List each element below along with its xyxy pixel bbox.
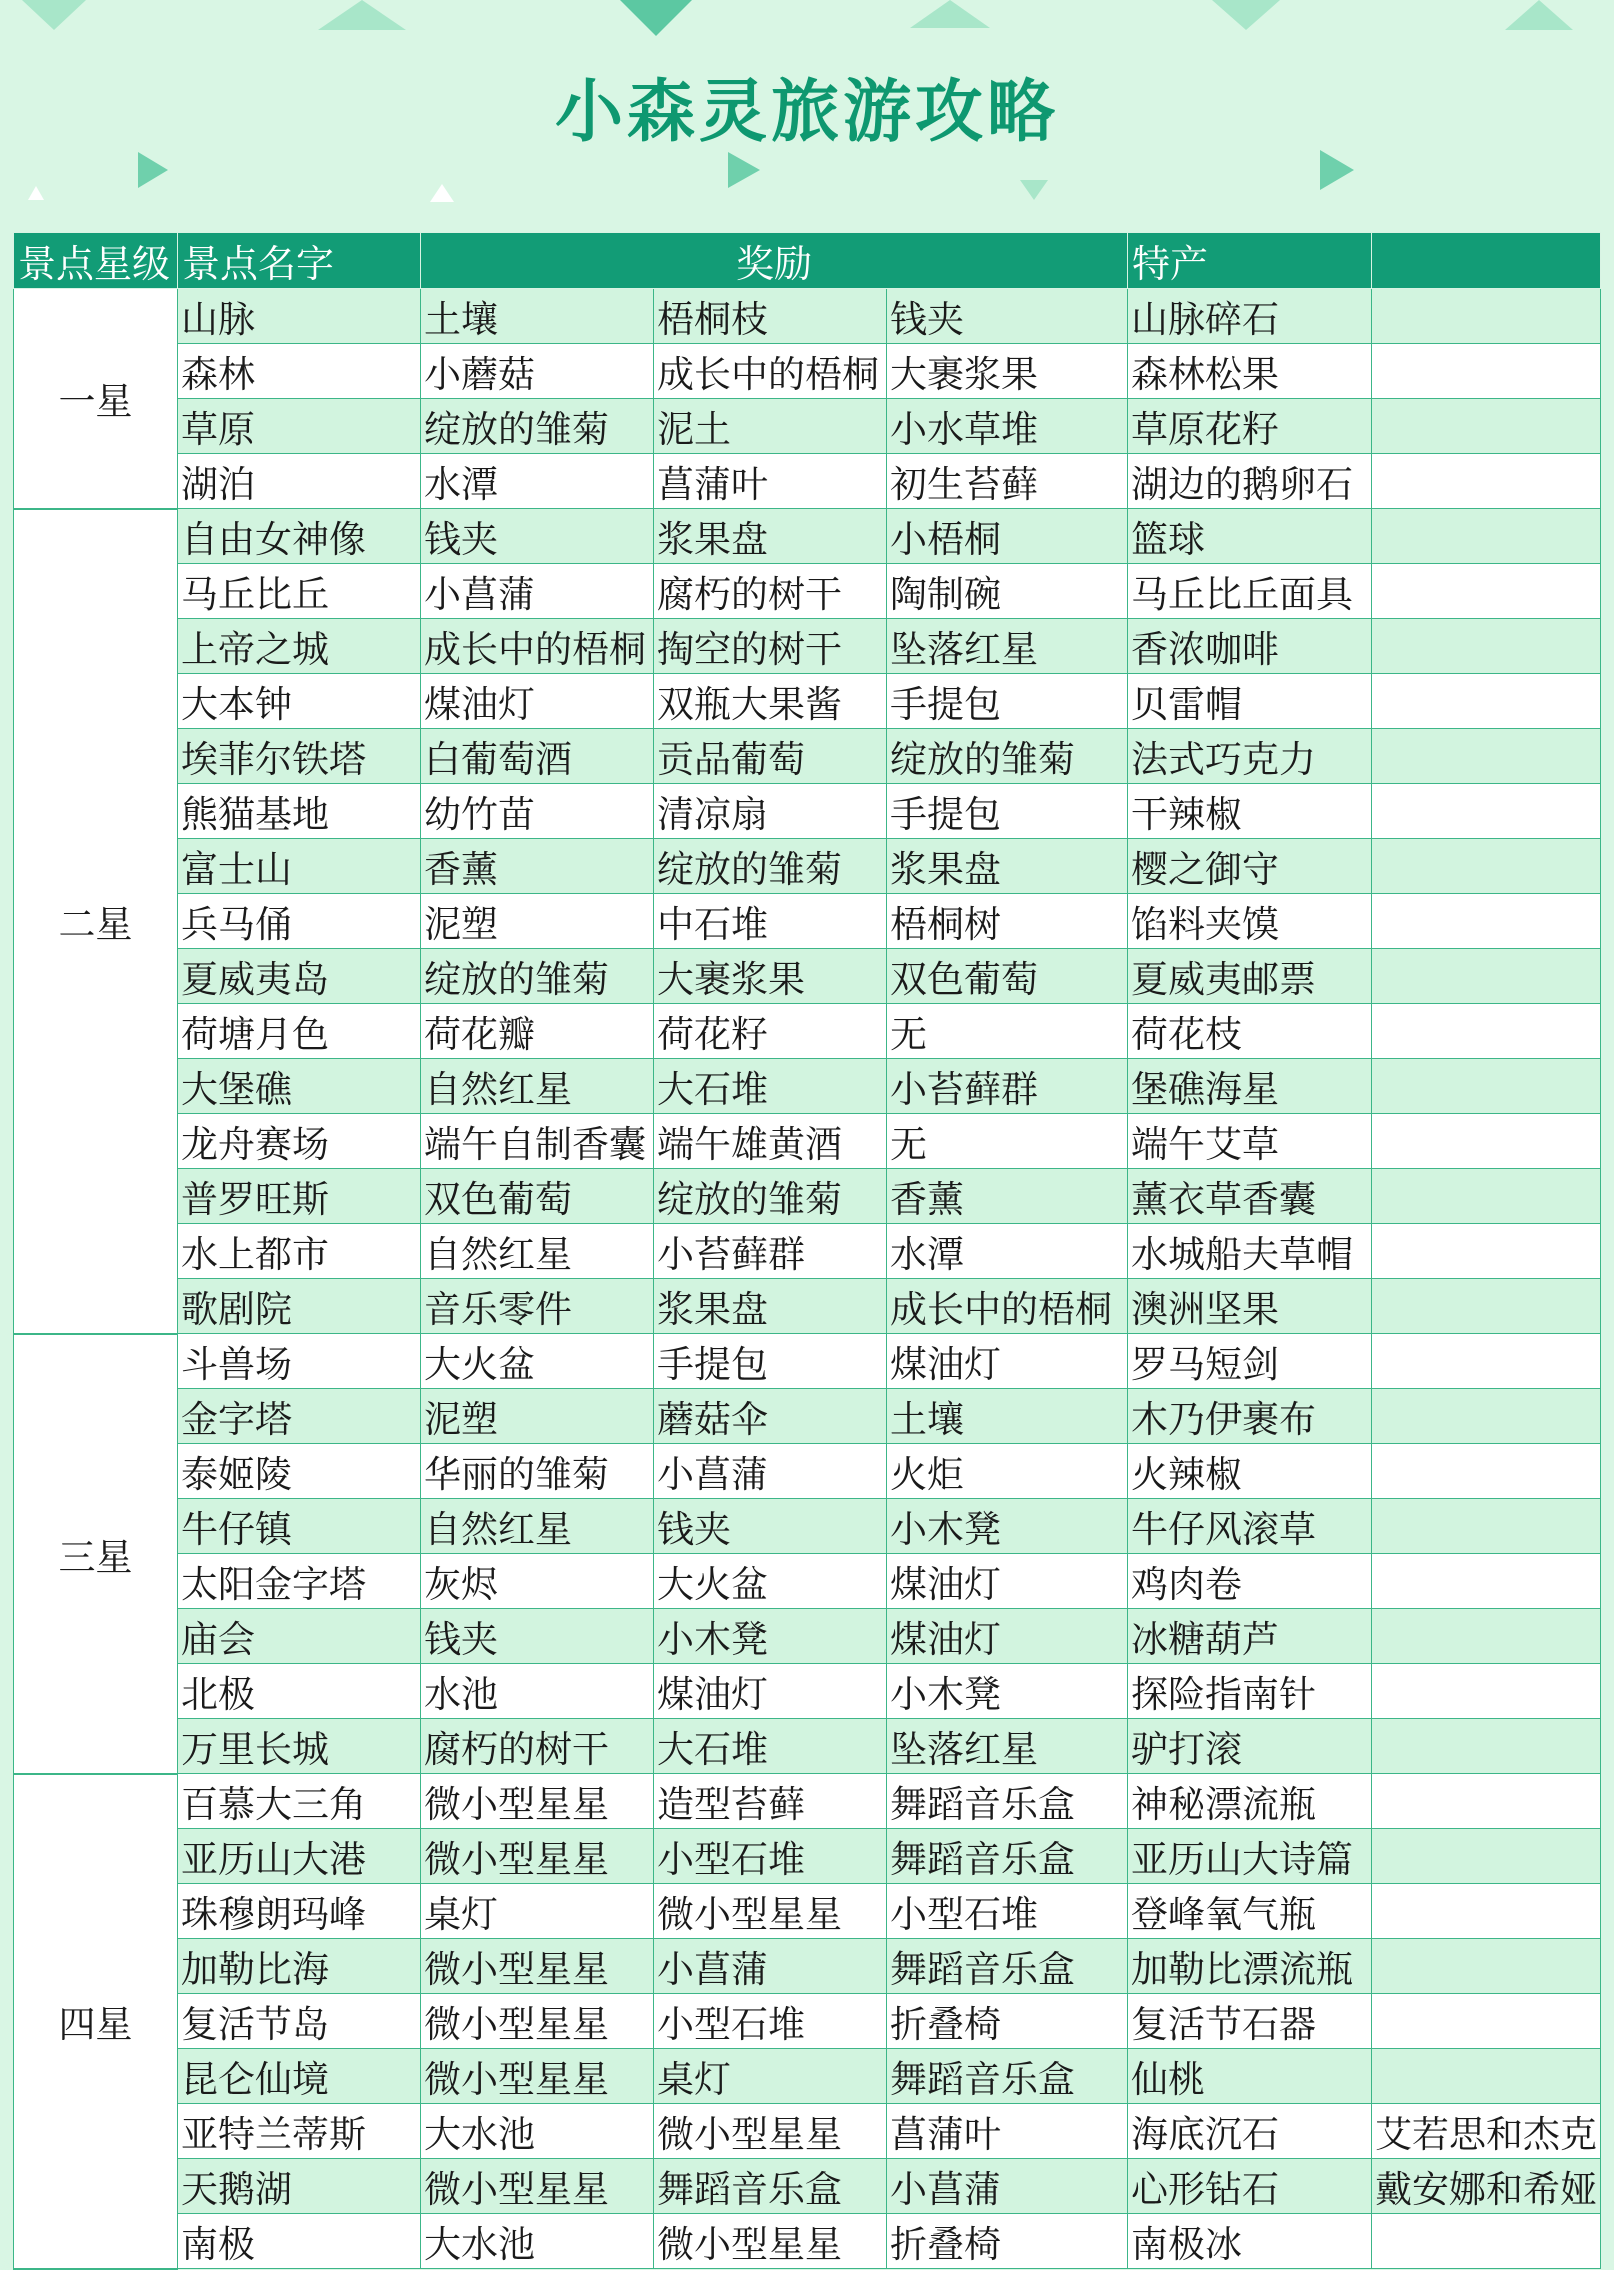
spot-name-cell: 庙会: [178, 1609, 421, 1664]
reward-2-cell: 小菖蒲: [654, 1444, 887, 1499]
reward-1-cell: 大火盆: [421, 1334, 654, 1389]
decor-triangle: [910, 0, 990, 28]
specialty-cell: 冰糖葫芦: [1128, 1609, 1372, 1664]
reward-2-cell: 大石堆: [654, 1059, 887, 1114]
reward-2-cell: 大裹浆果: [654, 949, 887, 1004]
reward-1-cell: 自然红星: [421, 1499, 654, 1554]
reward-3-cell: 陶制碗: [887, 564, 1128, 619]
specialty-cell: 薰衣草香囊: [1128, 1169, 1372, 1224]
reward-2-cell: 手提包: [654, 1334, 887, 1389]
spot-name-cell: 万里长城: [178, 1719, 421, 1774]
spot-name-cell: 珠穆朗玛峰: [178, 1884, 421, 1939]
extra-cell: 艾若思和杰克: [1372, 2104, 1601, 2159]
reward-2-cell: 中石堆: [654, 894, 887, 949]
reward-1-cell: 水池: [421, 1664, 654, 1719]
reward-2-cell: 微小型星星: [654, 2214, 887, 2269]
reward-1-cell: 成长中的梧桐: [421, 619, 654, 674]
table-row: [14, 564, 1601, 619]
table-row: [14, 2104, 1601, 2159]
reward-2-cell: 绽放的雏菊: [654, 1169, 887, 1224]
reward-1-cell: 煤油灯: [421, 674, 654, 729]
reward-1-cell: 桌灯: [421, 1884, 654, 1939]
reward-3-cell: 舞蹈音乐盒: [887, 2049, 1128, 2104]
specialty-cell: 木乃伊裹布: [1128, 1389, 1372, 1444]
reward-3-cell: 手提包: [887, 784, 1128, 839]
spot-name-cell: 荷塘月色: [178, 1004, 421, 1059]
reward-3-cell: 水潭: [887, 1224, 1128, 1279]
table-row: [14, 1609, 1601, 1664]
reward-2-cell: 清凉扇: [654, 784, 887, 839]
specialty-cell: 夏威夷邮票: [1128, 949, 1372, 1004]
spot-name-cell: 普罗旺斯: [178, 1169, 421, 1224]
reward-3-cell: 梧桐树: [887, 894, 1128, 949]
reward-3-cell: 初生苔藓: [887, 454, 1128, 509]
specialty-cell: 罗马短剑: [1128, 1334, 1372, 1389]
table-row: [14, 1719, 1601, 1774]
decor-triangle: [620, 0, 692, 36]
table-row: [14, 1224, 1601, 1279]
specialty-cell: 亚历山大诗篇: [1128, 1829, 1372, 1884]
specialty-cell: 登峰氧气瓶: [1128, 1884, 1372, 1939]
star-level-cell: 四星: [14, 1774, 178, 2269]
guide-table: [13, 232, 1601, 2270]
reward-2-cell: 浆果盘: [654, 509, 887, 564]
reward-3-cell: 菖蒲叶: [887, 2104, 1128, 2159]
star-level-cell: 二星: [14, 509, 178, 1334]
reward-1-cell: 钱夹: [421, 509, 654, 564]
table-row: [14, 949, 1601, 1004]
reward-2-cell: 钱夹: [654, 1499, 887, 1554]
reward-2-cell: 微小型星星: [654, 2104, 887, 2159]
extra-cell: [1372, 344, 1601, 399]
reward-3-cell: 折叠椅: [887, 1994, 1128, 2049]
decor-triangle: [430, 184, 454, 202]
extra-cell: [1372, 1554, 1601, 1609]
specialty-cell: 干辣椒: [1128, 784, 1372, 839]
specialty-cell: 马丘比丘面具: [1128, 564, 1372, 619]
table-row: [14, 894, 1601, 949]
extra-cell: [1372, 1884, 1601, 1939]
spot-name-cell: 湖泊: [178, 454, 421, 509]
reward-3-cell: 坠落红星: [887, 1719, 1128, 1774]
reward-3-cell: 坠落红星: [887, 619, 1128, 674]
extra-cell: [1372, 1444, 1601, 1499]
header-extra: [1372, 233, 1601, 289]
table-row: [14, 1389, 1601, 1444]
extra-cell: [1372, 674, 1601, 729]
header-row: [14, 233, 1601, 289]
specialty-cell: 澳洲坚果: [1128, 1279, 1372, 1334]
table-row: [14, 2049, 1601, 2104]
decor-triangle: [1505, 0, 1573, 30]
reward-3-cell: 小型石堆: [887, 1884, 1128, 1939]
spot-name-cell: 泰姬陵: [178, 1444, 421, 1499]
spot-name-cell: 水上都市: [178, 1224, 421, 1279]
specialty-cell: 篮球: [1128, 509, 1372, 564]
specialty-cell: 复活节石器: [1128, 1994, 1372, 2049]
reward-1-cell: 微小型星星: [421, 1939, 654, 1994]
reward-2-cell: 微小型星星: [654, 1884, 887, 1939]
table-body: [14, 289, 1601, 2269]
reward-2-cell: 蘑菇伞: [654, 1389, 887, 1444]
reward-3-cell: 香薰: [887, 1169, 1128, 1224]
spot-name-cell: 牛仔镇: [178, 1499, 421, 1554]
spot-name-cell: 森林: [178, 344, 421, 399]
reward-2-cell: 小型石堆: [654, 1994, 887, 2049]
table-row: [14, 2159, 1601, 2214]
decor-triangle: [318, 0, 406, 30]
spot-name-cell: 斗兽场: [178, 1334, 421, 1389]
reward-2-cell: 舞蹈音乐盒: [654, 2159, 887, 2214]
specialty-cell: 樱之御守: [1128, 839, 1372, 894]
spot-name-cell: 金字塔: [178, 1389, 421, 1444]
decor-triangle: [138, 152, 168, 188]
reward-3-cell: 土壤: [887, 1389, 1128, 1444]
table-row: [14, 1939, 1601, 1994]
table-row: [14, 1829, 1601, 1884]
specialty-cell: 海底沉石: [1128, 2104, 1372, 2159]
specialty-cell: 草原花籽: [1128, 399, 1372, 454]
spot-name-cell: 草原: [178, 399, 421, 454]
reward-3-cell: 浆果盘: [887, 839, 1128, 894]
extra-cell: [1372, 784, 1601, 839]
spot-name-cell: 南极: [178, 2214, 421, 2269]
spot-name-cell: 上帝之城: [178, 619, 421, 674]
spot-name-cell: 亚特兰蒂斯: [178, 2104, 421, 2159]
extra-cell: [1372, 1279, 1601, 1334]
reward-1-cell: 小蘑菇: [421, 344, 654, 399]
table-row: [14, 1334, 1601, 1389]
reward-3-cell: 小木凳: [887, 1664, 1128, 1719]
spot-name-cell: 马丘比丘: [178, 564, 421, 619]
specialty-cell: 火辣椒: [1128, 1444, 1372, 1499]
specialty-cell: 香浓咖啡: [1128, 619, 1372, 674]
reward-1-cell: 水潭: [421, 454, 654, 509]
decor-triangle: [1020, 180, 1048, 200]
reward-2-cell: 大火盆: [654, 1554, 887, 1609]
extra-cell: [1372, 1004, 1601, 1059]
reward-1-cell: 腐朽的树干: [421, 1719, 654, 1774]
reward-3-cell: 小菖蒲: [887, 2159, 1128, 2214]
extra-cell: [1372, 1499, 1601, 1554]
specialty-cell: 牛仔风滚草: [1128, 1499, 1372, 1554]
reward-2-cell: 浆果盘: [654, 1279, 887, 1334]
extra-cell: [1372, 1059, 1601, 1114]
reward-1-cell: 大水池: [421, 2104, 654, 2159]
specialty-cell: 驴打滚: [1128, 1719, 1372, 1774]
spot-name-cell: 加勒比海: [178, 1939, 421, 1994]
extra-cell: [1372, 509, 1601, 564]
extra-cell: [1372, 1939, 1601, 1994]
reward-3-cell: 双色葡萄: [887, 949, 1128, 1004]
reward-3-cell: 舞蹈音乐盒: [887, 1829, 1128, 1884]
star-level-cell: 一星: [14, 289, 178, 509]
table-row: [14, 454, 1601, 509]
reward-1-cell: 钱夹: [421, 1609, 654, 1664]
reward-1-cell: 小菖蒲: [421, 564, 654, 619]
reward-1-cell: 自然红星: [421, 1224, 654, 1279]
reward-2-cell: 荷花籽: [654, 1004, 887, 1059]
decor-triangle: [1212, 0, 1280, 30]
extra-cell: [1372, 1224, 1601, 1279]
extra-cell: [1372, 1609, 1601, 1664]
reward-2-cell: 菖蒲叶: [654, 454, 887, 509]
extra-cell: [1372, 2049, 1601, 2104]
reward-3-cell: 手提包: [887, 674, 1128, 729]
extra-cell: [1372, 564, 1601, 619]
reward-1-cell: 泥塑: [421, 894, 654, 949]
table-row: [14, 1774, 1601, 1829]
spot-name-cell: 北极: [178, 1664, 421, 1719]
specialty-cell: 法式巧克力: [1128, 729, 1372, 784]
reward-2-cell: 小苔藓群: [654, 1224, 887, 1279]
reward-3-cell: 钱夹: [887, 289, 1128, 344]
spot-name-cell: 复活节岛: [178, 1994, 421, 2049]
extra-cell: [1372, 729, 1601, 784]
extra-cell: [1372, 454, 1601, 509]
reward-2-cell: 绽放的雏菊: [654, 839, 887, 894]
table-row: [14, 839, 1601, 894]
decor-triangle: [28, 186, 44, 200]
specialty-cell: 森林松果: [1128, 344, 1372, 399]
reward-1-cell: 香薰: [421, 839, 654, 894]
table-row: [14, 1004, 1601, 1059]
specialty-cell: 南极冰: [1128, 2214, 1372, 2269]
spot-name-cell: 太阳金字塔: [178, 1554, 421, 1609]
specialty-cell: 水城船夫草帽: [1128, 1224, 1372, 1279]
spot-name-cell: 自由女神像: [178, 509, 421, 564]
reward-1-cell: 微小型星星: [421, 1829, 654, 1884]
specialty-cell: 堡礁海星: [1128, 1059, 1372, 1114]
reward-2-cell: 掏空的树干: [654, 619, 887, 674]
extra-cell: [1372, 1774, 1601, 1829]
reward-3-cell: 小梧桐: [887, 509, 1128, 564]
table-row: [14, 1279, 1601, 1334]
table-row: [14, 344, 1601, 399]
reward-1-cell: 华丽的雏菊: [421, 1444, 654, 1499]
extra-cell: [1372, 1389, 1601, 1444]
reward-3-cell: 舞蹈音乐盒: [887, 1774, 1128, 1829]
extra-cell: [1372, 1114, 1601, 1169]
spot-name-cell: 大堡礁: [178, 1059, 421, 1114]
decor-triangle: [22, 0, 86, 30]
reward-3-cell: 绽放的雏菊: [887, 729, 1128, 784]
reward-2-cell: 桌灯: [654, 2049, 887, 2104]
reward-2-cell: 小菖蒲: [654, 1939, 887, 1994]
table-row: [14, 289, 1601, 344]
extra-cell: [1372, 619, 1601, 674]
spot-name-cell: 亚历山大港: [178, 1829, 421, 1884]
header-reward: 奖励: [421, 233, 1128, 289]
reward-3-cell: 舞蹈音乐盒: [887, 1939, 1128, 1994]
reward-2-cell: 端午雄黄酒: [654, 1114, 887, 1169]
reward-2-cell: 成长中的梧桐: [654, 344, 887, 399]
reward-1-cell: 微小型星星: [421, 1994, 654, 2049]
reward-2-cell: 小型石堆: [654, 1829, 887, 1884]
reward-3-cell: 火炬: [887, 1444, 1128, 1499]
reward-3-cell: 煤油灯: [887, 1609, 1128, 1664]
table-row: [14, 1554, 1601, 1609]
extra-cell: [1372, 289, 1601, 344]
reward-1-cell: 泥塑: [421, 1389, 654, 1444]
table-row: [14, 1444, 1601, 1499]
spot-name-cell: 兵马俑: [178, 894, 421, 949]
extra-cell: [1372, 1169, 1601, 1224]
reward-1-cell: 白葡萄酒: [421, 729, 654, 784]
reward-3-cell: 煤油灯: [887, 1554, 1128, 1609]
table-row: [14, 1499, 1601, 1554]
specialty-cell: 馅料夹馍: [1128, 894, 1372, 949]
extra-cell: [1372, 399, 1601, 454]
spot-name-cell: 百慕大三角: [178, 1774, 421, 1829]
reward-3-cell: 成长中的梧桐: [887, 1279, 1128, 1334]
specialty-cell: 端午艾草: [1128, 1114, 1372, 1169]
table-row: [14, 729, 1601, 784]
reward-2-cell: 大石堆: [654, 1719, 887, 1774]
table-row: [14, 1664, 1601, 1719]
reward-1-cell: 幼竹苗: [421, 784, 654, 839]
reward-2-cell: 双瓶大果酱: [654, 674, 887, 729]
table-row: [14, 399, 1601, 454]
reward-1-cell: 微小型星星: [421, 2159, 654, 2214]
reward-2-cell: 贡品葡萄: [654, 729, 887, 784]
specialty-cell: 贝雷帽: [1128, 674, 1372, 729]
page-title: 小森灵旅游攻略: [554, 73, 1059, 152]
reward-1-cell: 微小型星星: [421, 2049, 654, 2104]
table-row: [14, 1884, 1601, 1939]
reward-1-cell: 音乐零件: [421, 1279, 654, 1334]
table-row: [14, 1169, 1601, 1224]
reward-3-cell: 小水草堆: [887, 399, 1128, 454]
header-level: 景点星级: [14, 233, 178, 289]
reward-2-cell: 泥土: [654, 399, 887, 454]
specialty-cell: 仙桃: [1128, 2049, 1372, 2104]
reward-1-cell: 荷花瓣: [421, 1004, 654, 1059]
extra-cell: [1372, 1719, 1601, 1774]
reward-2-cell: 梧桐枝: [654, 289, 887, 344]
spot-name-cell: 熊猫基地: [178, 784, 421, 839]
specialty-cell: 山脉碎石: [1128, 289, 1372, 344]
table-row: [14, 509, 1601, 564]
reward-1-cell: 端午自制香囊: [421, 1114, 654, 1169]
reward-3-cell: 无: [887, 1004, 1128, 1059]
specialty-cell: 湖边的鹅卵石: [1128, 454, 1372, 509]
extra-cell: [1372, 949, 1601, 1004]
extra-cell: [1372, 2214, 1601, 2269]
table-row: [14, 619, 1601, 674]
star-level-cell: 三星: [14, 1334, 178, 1774]
spot-name-cell: 大本钟: [178, 674, 421, 729]
spot-name-cell: 埃菲尔铁塔: [178, 729, 421, 784]
reward-2-cell: 煤油灯: [654, 1664, 887, 1719]
reward-1-cell: 绽放的雏菊: [421, 399, 654, 454]
reward-2-cell: 腐朽的树干: [654, 564, 887, 619]
extra-cell: [1372, 1334, 1601, 1389]
spot-name-cell: 夏威夷岛: [178, 949, 421, 1004]
extra-cell: [1372, 1829, 1601, 1884]
table-row: [14, 674, 1601, 729]
reward-2-cell: 造型苔藓: [654, 1774, 887, 1829]
specialty-cell: 加勒比漂流瓶: [1128, 1939, 1372, 1994]
reward-3-cell: 小苔藓群: [887, 1059, 1128, 1114]
reward-1-cell: 灰烬: [421, 1554, 654, 1609]
extra-cell: [1372, 894, 1601, 949]
spot-name-cell: 天鹅湖: [178, 2159, 421, 2214]
reward-3-cell: 折叠椅: [887, 2214, 1128, 2269]
table-row: [14, 1994, 1601, 2049]
table-row: [14, 784, 1601, 839]
reward-1-cell: 双色葡萄: [421, 1169, 654, 1224]
spot-name-cell: 山脉: [178, 289, 421, 344]
reward-1-cell: 大水池: [421, 2214, 654, 2269]
reward-2-cell: 小木凳: [654, 1609, 887, 1664]
specialty-cell: 荷花枝: [1128, 1004, 1372, 1059]
extra-cell: 戴安娜和希娅: [1372, 2159, 1601, 2214]
reward-3-cell: 无: [887, 1114, 1128, 1169]
spot-name-cell: 富士山: [178, 839, 421, 894]
table-row: [14, 1114, 1601, 1169]
reward-1-cell: 微小型星星: [421, 1774, 654, 1829]
decor-triangle: [1320, 150, 1354, 190]
specialty-cell: 探险指南针: [1128, 1664, 1372, 1719]
spot-name-cell: 昆仑仙境: [178, 2049, 421, 2104]
header-name: 景点名字: [178, 233, 421, 289]
decor-triangle: [728, 152, 760, 188]
table-row: [14, 1059, 1601, 1114]
table-row: [14, 2214, 1601, 2269]
extra-cell: [1372, 1994, 1601, 2049]
reward-1-cell: 自然红星: [421, 1059, 654, 1114]
extra-cell: [1372, 839, 1601, 894]
spot-name-cell: 歌剧院: [178, 1279, 421, 1334]
specialty-cell: 神秘漂流瓶: [1128, 1774, 1372, 1829]
extra-cell: [1372, 1664, 1601, 1719]
reward-3-cell: 煤油灯: [887, 1334, 1128, 1389]
reward-1-cell: 绽放的雏菊: [421, 949, 654, 1004]
specialty-cell: 鸡肉卷: [1128, 1554, 1372, 1609]
reward-1-cell: 土壤: [421, 289, 654, 344]
specialty-cell: 心形钻石: [1128, 2159, 1372, 2214]
reward-3-cell: 大裹浆果: [887, 344, 1128, 399]
reward-3-cell: 小木凳: [887, 1499, 1128, 1554]
header-specialty: 特产: [1128, 233, 1372, 289]
spot-name-cell: 龙舟赛场: [178, 1114, 421, 1169]
